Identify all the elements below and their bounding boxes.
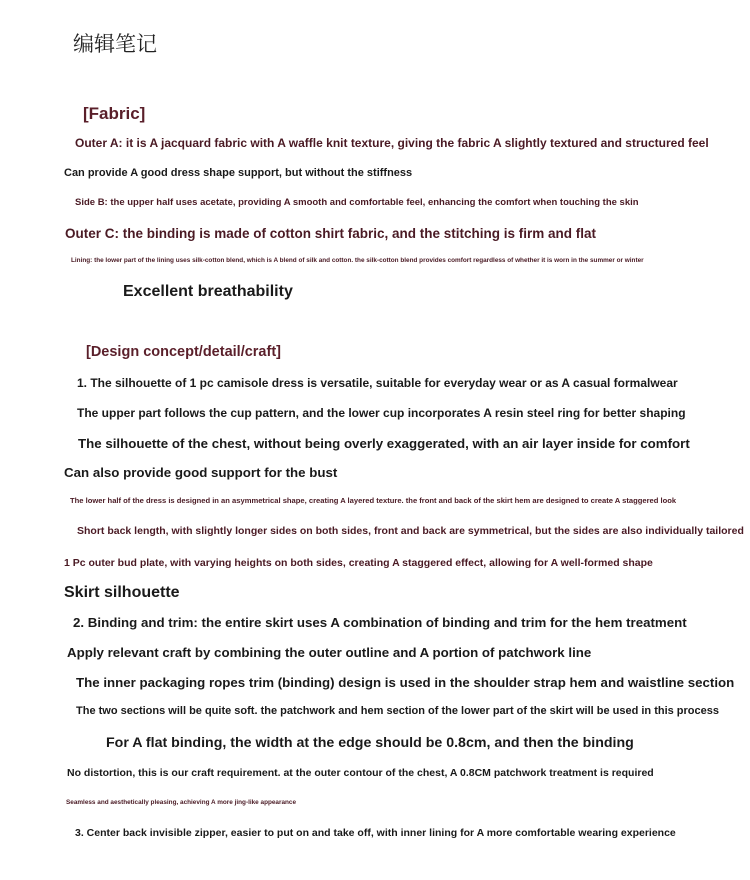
design-line: No distortion, this is our craft requirement. at the outer contour of the chest, A 0.8CM patchwork treatment is required xyxy=(67,767,654,779)
design-line: 3. Center back invisible zipper, easier to put on and take off, with inner lining for A more comfortable wearing experience xyxy=(75,827,676,839)
fabric-line: Can provide A good dress shape support, but without the stiffness xyxy=(64,167,413,179)
design-line: Can also provide good support for the bust xyxy=(64,465,338,480)
fabric-line: Lining: the lower part of the lining uses silk-cotton blend, which is A blend of silk and cotton. the silk-cotton blend provides comfort regardless of whether it is worn in the summer or winter xyxy=(71,257,644,264)
design-line: Skirt silhouette xyxy=(64,584,180,601)
design-heading: [Design concept/detail/craft] xyxy=(86,344,281,360)
design-line: For A flat binding, the width at the edge should be 0.8cm, and then the binding xyxy=(106,735,634,751)
design-line: The inner packaging ropes trim (binding) design is used in the shoulder strap hem and waistline section xyxy=(76,675,735,690)
design-line: The upper part follows the cup pattern, and the lower cup incorporates A resin steel ring for better shaping xyxy=(77,406,686,420)
design-line: Seamless and aesthetically pleasing, achieving A more jing-like appearance xyxy=(66,799,297,806)
fabric-line: Outer C: the binding is made of cotton shirt fabric, and the stitching is firm and flat xyxy=(65,226,597,241)
design-line: The two sections will be quite soft. the patchwork and hem section of the lower part of the skirt will be used in this process xyxy=(76,705,719,717)
fabric-line: Outer A: it is A jacquard fabric with A waffle knit texture, giving the fabric A slightly textured and structured feel xyxy=(75,136,709,150)
design-line: 1 Pc outer bud plate, with varying heights on both sides, creating A staggered effect, allowing for A well-formed shape xyxy=(64,557,653,569)
design-line: 2. Binding and trim: the entire skirt uses A combination of binding and trim for the hem treatment xyxy=(73,615,687,630)
design-line: Short back length, with slightly longer sides on both sides, front and back are symmetrical, but the sides are also individually tailored xyxy=(77,525,744,537)
fabric-heading: [Fabric] xyxy=(83,104,146,123)
design-line: 1. The silhouette of 1 pc camisole dress is versatile, suitable for everyday wear or as A casual formalwear xyxy=(77,376,678,390)
fabric-line: Side B: the upper half uses acetate, providing A smooth and comfortable feel, enhancing the comfort when touching the skin xyxy=(75,197,639,208)
page-title: 编辑笔记 xyxy=(73,32,157,56)
design-line: The lower half of the dress is designed in an asymmetrical shape, creating A layered texture. the front and back of the skirt hem are designed to create A staggered look xyxy=(70,496,677,505)
fabric-line: Excellent breathability xyxy=(123,283,293,300)
design-line: The silhouette of the chest, without being overly exaggerated, with an air layer inside for comfort xyxy=(78,436,690,451)
design-line: Apply relevant craft by combining the outer outline and A portion of patchwork line xyxy=(67,645,592,660)
